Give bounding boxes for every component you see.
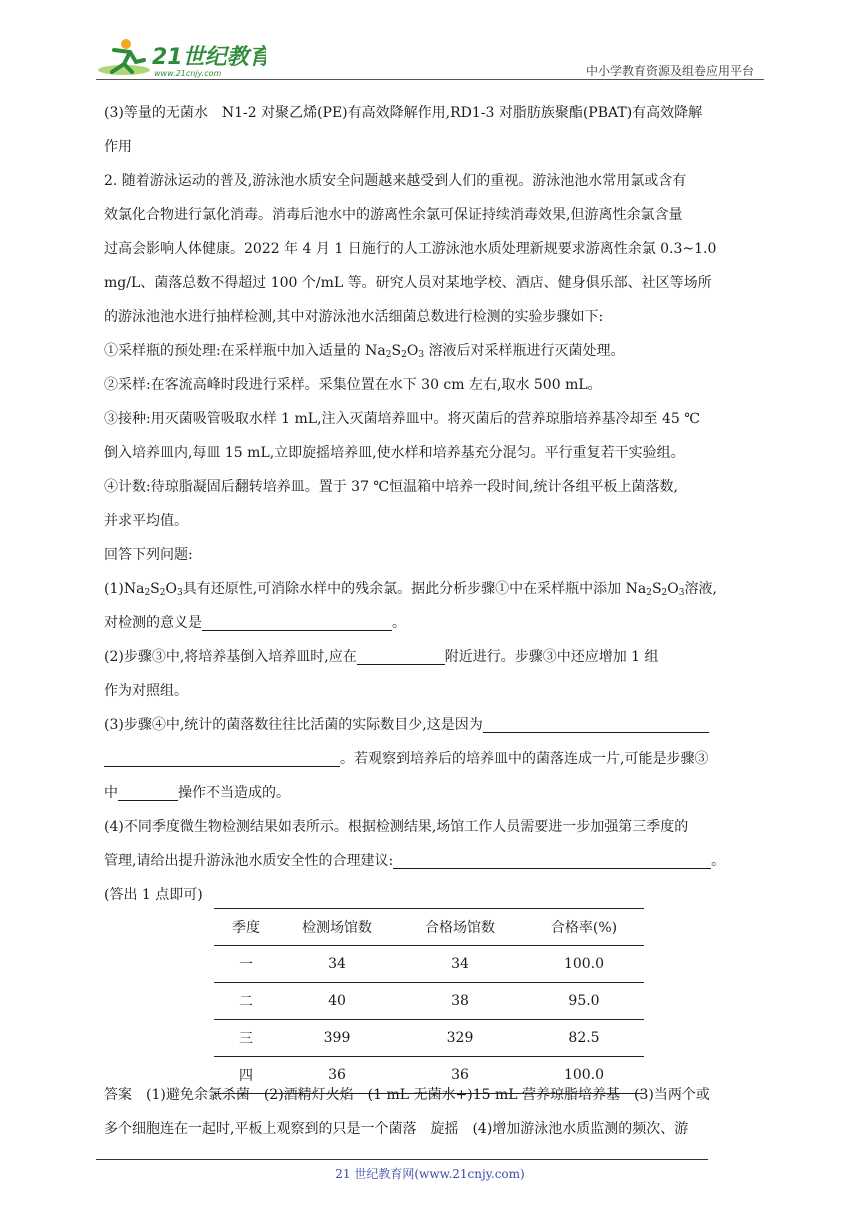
table-cell: 40 [278,983,396,1020]
answer-blank-3b[interactable] [104,746,340,767]
table-cell: 三 [214,1020,278,1057]
formula-o: O [667,581,679,597]
sub-question-3 [104,708,764,742]
subscript: 2 [385,350,392,360]
answer-blank-2[interactable] [357,644,445,665]
table-cell: 100.0 [524,946,644,983]
sub4-text-b: 管理,请给出提升游泳池水质安全性的合理建议: [104,853,394,869]
table-header-cell: 季度 [214,909,278,946]
page-header [96,30,764,82]
subscript: 2 [144,588,151,598]
logo-text: 21世纪教育 [152,45,266,70]
ask-label: 回答下列问题: [104,547,193,563]
sub-question-3-line2 [104,742,764,776]
answer-section [104,1078,764,1146]
subscript: 2 [401,350,407,360]
q2-intro-line4: mg/L、菌落总数不得超过 100 个/mL 等。研究人员对某地学校、酒店、健身俱乐部、社区等场所 [104,275,712,291]
subscript: 3 [678,588,685,598]
table-header-cell: 合格率(%) [524,909,644,946]
answer-blank-4[interactable] [393,848,711,869]
answer-blank-3c[interactable] [118,780,178,801]
table-header-cell: 合格场馆数 [396,909,524,946]
table-cell: 95.0 [524,983,644,1020]
period: 。 [711,853,726,869]
table-row [214,946,644,983]
sub1-text-a: (1)Na [104,581,145,597]
table-cell: 四 [214,1057,278,1094]
table-cell: 329 [396,1020,524,1057]
sub3-text-a: (3)步骤④中,统计的菌落数往往比活菌的实际数目少,这是因为 [104,717,483,733]
platform-name: 中小学教育资源及组卷应用平台 [585,64,754,78]
table-cell: 二 [214,983,278,1020]
period: 。 [392,615,406,631]
table-cell: 100.0 [524,1057,644,1094]
step-3-line1: ③接种:用灭菌吸管吸取水样 1 mL,注入灭菌培养皿中。将灭菌后的营养琼脂培养基冷却至 45 ℃ [104,411,700,427]
sub-question-4-line2 [104,844,764,878]
answer-blank-3a[interactable] [483,712,709,733]
header-divider [96,79,764,80]
sub1-text-b: 具有还原性,可消除水样中的残余氯。据此分析步骤①中在采样瓶中添加 Na [182,581,647,597]
answer-line2: 多个细胞连在一起时,平板上观察到的只是一个菌落 旋摇 (4)增加游泳池水质监测的频次、游 [104,1121,689,1137]
step-2: ②采样:在客流高峰时段进行采样。采集位置在水下 30 cm 左右,取水 500 mL。 [104,377,602,393]
step-3-line2: 倒入培养皿内,每皿 15 mL,立即旋摇培养皿,使水样和培养基充分混匀。平行重复若干实验组。 [104,445,685,461]
q2-intro-line1: 2. 随着游泳运动的普及,游泳池水质安全问题越来越受到人们的重视。游泳池池水常用氯或含有 [104,173,687,189]
formula-s: S [651,581,662,597]
table-header-row [214,909,644,946]
formula-s: S [391,343,402,359]
sub-question-1-line2 [104,606,764,640]
formula-o: O [406,343,419,359]
sub-question-2 [104,640,764,674]
table-cell: 38 [396,983,524,1020]
formula-o: O [165,581,177,597]
sub3-text-d: 操作不当造成的。 [178,785,290,801]
step-1-text-a: ①采样瓶的预处理:在采样瓶中加入适量的 Na [104,343,386,359]
step-1-text-b: 溶液后对采样瓶进行灭菌处理。 [428,343,625,359]
sub-question-1 [104,572,764,606]
subscript: 2 [661,588,668,598]
logo-url: www.21cnjy.com [154,69,222,78]
answer-blank-1[interactable] [202,610,392,631]
sub-question-4: (4)不同季度微生物检测结果如表所示。根据检测结果,场馆工作人员需要进一步加强第三季度的 [104,819,689,835]
table-cell: 82.5 [524,1020,644,1057]
sub2-text-b: 附近进行。步骤③中还应增加 1 组 [444,649,659,665]
step-4-line2: 并求平均值。 [104,513,188,529]
formula-s: S [150,581,160,597]
q2-intro-line3: 过高会影响人体健康。2022 年 4 月 1 日施行的人工游泳池水质处理新规要求游离性余氯 0.3~1.0 [104,241,717,257]
sub-question-2-line2: 作为对照组。 [104,683,188,699]
sub-question-3-line3 [104,776,764,810]
step-4-line1: ④计数:待琼脂凝固后翻转培养皿。置于 37 ℃恒温箱中培养一段时间,统计各组平板上菌落数, [104,479,678,495]
q1-tail-line1: (3)等量的无菌水 N1-2 对聚乙烯(PE)有高效降解作用,RD1-3 对脂肪族聚酯(PBAT)有高效降解 [104,105,703,121]
question-body [104,96,764,912]
table-row [214,1020,644,1057]
season-results-table [214,908,644,1094]
answer-line1: 答案 (1)避免余氯杀菌 (2)酒精灯火焰 (1 mL 无菌水+)15 mL 营养琼脂培养基 (3)当两个或 [104,1087,710,1103]
table-cell: 34 [396,946,524,983]
site-logo [96,36,266,80]
table-header-cell: 检测场馆数 [278,909,396,946]
runner-logo-icon [96,36,266,80]
subscript: 3 [418,350,425,360]
footer-divider [96,1159,708,1160]
subscript: 2 [159,588,166,598]
table-cell: 36 [396,1057,524,1094]
sub3-text-c: 中 [104,785,118,801]
table-cell: 34 [278,946,396,983]
sub1-text-c: 溶液, [684,581,717,597]
sub3-text-b: 。若观察到培养后的培养皿中的菌落连成一片,可能是步骤③ [340,751,709,767]
table-cell: 399 [278,1020,396,1057]
subscript: 3 [176,588,183,598]
q2-intro-line2: 效氯化合物进行氯化消毒。消毒后池水中的游离性余氯可保证持续消毒效果,但游离性余氯含量 [104,207,683,223]
table-row [214,983,644,1020]
sub1-text-d: 对检测的意义是 [104,615,202,631]
table-cell: 36 [278,1057,396,1094]
q2-intro-line5: 的游泳池池水进行抽样检测,其中对游泳池水活细菌总数进行检测的实验步骤如下: [104,309,604,325]
sub-question-4-line3: (答出 1 点即可) [104,887,203,903]
footer-link[interactable]: 21 世纪教育网(www.21cnjy.com) [335,1167,525,1181]
subscript: 2 [646,588,652,598]
sub2-text-a: (2)步骤③中,将培养基倒入培养皿时,应在 [104,649,357,665]
step-1 [104,334,764,368]
table-cell: 一 [214,946,278,983]
q1-tail-line2: 作用 [104,139,132,155]
